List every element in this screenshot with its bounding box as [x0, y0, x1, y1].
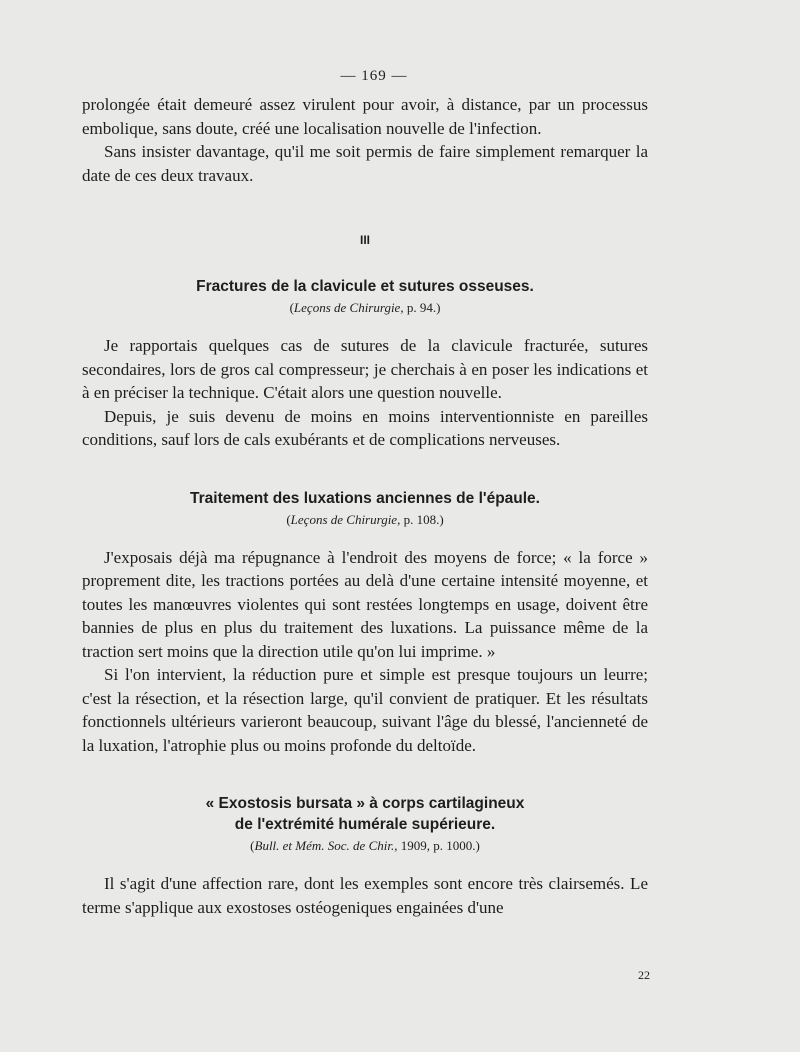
page-content [82, 68, 648, 919]
ref-location: 1909, p. 1000. [397, 838, 476, 853]
signature-mark: 22 [638, 968, 650, 982]
clavicle-paragraph-1: Je rapportais quelques cas de sutures de la clavicule fracturée, sutures secondaires, lors de gros cal compresseur; je cherchais à en poser les indications et à en préciser la technique. C'était alors une question nouvelle. [82, 336, 648, 402]
section-title-clavicle: Fractures de la clavicule et sutures osseuses. [196, 278, 534, 295]
ref-source: Leçons de Chirurgie, [290, 511, 401, 527]
exostosis-paragraph-1: Il s'agit d'une affection rare, dont les exemples sont encore très clairsemés. Le terme s'applique aux exostoses ostéogeniques engainées d'une [82, 874, 648, 917]
section-reference-clavicle [82, 300, 648, 316]
section-title-exostosis-line-2: de l'extrémité humérale supérieure. [234, 816, 496, 833]
page-number: — 169 — [340, 68, 408, 84]
section-title-shoulder-luxation: Traitement des luxations anciennes de l'épaule. [190, 489, 540, 507]
chapter-numeral: III [359, 233, 370, 247]
ref-open-paren: ( [250, 838, 255, 853]
ref-source: Bull. et Mém. Soc. de Chir., [254, 838, 398, 853]
section-title-exostosis-line-1: « Exostosis bursata » à corps cartilagineux [205, 795, 525, 812]
ref-location: p. 108. [400, 511, 440, 527]
ref-open-paren: ( [289, 300, 294, 315]
intro-paragraph-1: prolongée était demeuré assez virulent pour avoir, à distance, par un processus embolique, sans doute, créé une localisation nouvelle de l'infection. [82, 95, 648, 138]
section-reference-exostosis [82, 838, 648, 854]
ref-close-paren: ) [475, 838, 480, 853]
luxation-paragraph-2: Si l'on intervient, la réduction pure et simple est presque toujours un leurre; c'est la résection, et la résection large, qu'il convient de pratiquer. Et les résultats fonctionnels ultérieurs varieront beaucoup, suivant l'âge du blessé, l'ancienneté de la luxation, l'atrophie plus ou moins profonde du deltoïde. [82, 665, 648, 755]
ref-close-paren: ) [439, 511, 444, 527]
ref-close-paren: ) [436, 300, 441, 315]
clavicle-paragraph-2: Depuis, je suis devenu de moins en moins interventionniste en pareilles conditions, sauf lors de cals exubérants et de complications nerveuses. [82, 406, 648, 449]
intro-paragraph-2: Sans insister davantage, qu'il me soit permis de faire simplement remarquer la date de ces deux travaux. [82, 142, 648, 185]
ref-source: Leçons de Chirurgie, [293, 300, 404, 315]
section-reference-shoulder-luxation [82, 512, 648, 528]
luxation-paragraph-1: J'exposais déjà ma répugnance à l'endroit des moyens de force; « la force » proprement dite, les tractions portées au delà d'une certaine intensité moyenne, et toutes les manœuvres violentes qui sont restées longtemps en usage, doivent être bannies de plus en plus du traitement des luxations. La puissance même de la traction sert moins que la direction utile qu'on lui imprime. » [82, 547, 648, 661]
ref-location: p. 94. [403, 300, 437, 315]
ref-open-paren: ( [286, 511, 291, 527]
